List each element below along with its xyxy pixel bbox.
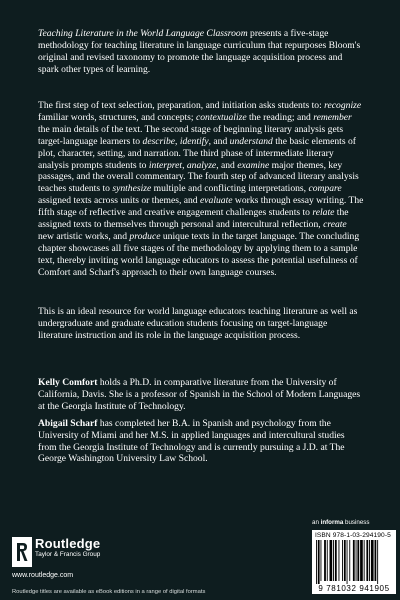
resource-paragraph <box>38 306 364 342</box>
emphasized-verb: produce <box>129 230 161 242</box>
methodology-text-run: , <box>175 135 180 147</box>
barcode-bar <box>316 540 317 584</box>
barcode <box>315 540 393 584</box>
author-bio-text: has completed her B.A. in Spanish and psychology from the University of Miami and her M.S. in applied languages and intercultural studies from the Georgia Institute of Technology and is currently pursuing a J.D. at The George Washington University Law School. <box>38 417 345 465</box>
author-bio-text: holds a Ph.D. in comparative literature from the University of California, Davis. She is a professor of Spanish in the School of Modern Languages at the Georgia Institute of Technology. <box>38 377 361 412</box>
informa-business-label: an informa business <box>312 519 370 526</box>
methodology-text-run: major themes, key passages, and the overall commentary. The fourth step of advanced literary analysis teaches students to <box>38 159 359 195</box>
methodology-text-run: the assigned texts to themselves through personal and intercultural reflection, <box>38 207 349 231</box>
methodology-paragraph <box>38 100 364 279</box>
methodology-text-run: new artistic works, and <box>38 230 130 242</box>
barcode-digits: 9 781032 941905 <box>318 584 390 593</box>
emphasized-verb: remember <box>313 111 352 123</box>
barcode-bar <box>327 540 328 581</box>
emphasized-verb: evaluate <box>200 195 233 207</box>
author-bios <box>38 377 364 470</box>
methodology-text-run: , and <box>208 135 230 147</box>
methodology-text <box>38 100 364 279</box>
emphasized-verb: identify <box>179 135 209 147</box>
intro-text: presents a five-stage methodology for teaching literature in language curriculum that repurposes Bloom's original and revised taxonomy to promote the language acquisition process and spark other types of learning. <box>38 28 361 75</box>
methodology-text-run: unique texts in the target language. The concluding chapter showcases all five stages of the methodology by applying them to a sample text, thereby inviting world language educators to assess the potential usefulness of Comfort and Scharf's approach to their own language courses. <box>38 230 360 278</box>
emphasized-verb: analyze <box>186 159 217 171</box>
methodology-text-run: works through essay writing. The fifth stage of reflective and creative engagement challenges students to <box>38 195 364 219</box>
emphasized-verb: describe <box>142 135 176 147</box>
publisher-group: Taylor & Francis Group <box>35 551 101 558</box>
emphasized-verb: create <box>323 219 347 231</box>
methodology-text-run: multiple and conflicting interpretations, <box>151 183 309 195</box>
publisher-logo <box>12 537 100 567</box>
barcode-bar <box>357 540 359 581</box>
barcode-bar <box>330 540 333 581</box>
barcode-bar <box>366 540 368 581</box>
barcode-bar <box>335 540 337 581</box>
barcode-bar <box>342 540 343 581</box>
resource-text: This is an ideal resource for world language educators teaching literature as well as undergraduate and graduate education students focusing on target-language literature instruction and its role in the language acquisition process. <box>38 306 358 341</box>
barcode-bar <box>353 540 355 581</box>
emphasized-verb: recognize <box>324 100 362 111</box>
emphasized-verb: contextualize <box>195 111 247 123</box>
author-bio <box>38 377 364 413</box>
author-name: Kelly Comfort <box>38 377 98 388</box>
publisher-url: www.routledge.com <box>12 572 74 579</box>
barcode-panel <box>312 530 396 594</box>
barcode-bar <box>333 540 334 581</box>
author-name: Abigail Scharf <box>38 417 98 429</box>
emphasized-verb: compare <box>308 183 342 195</box>
barcode-bar <box>375 540 377 581</box>
barcode-bar <box>347 540 348 584</box>
isbn-label: ISBN 978-1-03-294190-5 <box>315 532 391 539</box>
emphasized-verb: examine <box>237 159 270 171</box>
methodology-text-run: , and <box>216 159 238 171</box>
barcode-bar <box>344 540 346 581</box>
emphasized-verb: interpret <box>148 159 183 171</box>
barcode-bar <box>318 540 320 584</box>
book-title: Teaching Literature in the World Language Classroom <box>38 28 248 39</box>
barcode-bar <box>321 540 322 581</box>
ebook-note: Routledge titles are available as eBook editions in a range of digital formats <box>12 589 206 595</box>
methodology-text-run: The first step of text selection, preparation, and initiation asks students to: <box>38 100 325 111</box>
informa-brand: informa <box>320 519 344 526</box>
barcode-bar <box>324 540 326 581</box>
barcode-bar <box>364 540 365 581</box>
emphasized-verb: understand <box>229 135 273 147</box>
emphasized-verb: relate <box>312 207 335 219</box>
methodology-text-run: the reading; and <box>246 111 314 123</box>
routledge-r-icon <box>12 537 32 567</box>
methodology-text-run: assigned texts across units or themes, and <box>38 195 200 207</box>
barcode-bar <box>356 540 357 581</box>
methodology-text-run: , <box>182 159 187 171</box>
methodology-text-run: familiar words, structures, and concepts; <box>38 111 196 123</box>
barcode-bar <box>349 540 350 581</box>
barcode-bar <box>360 540 363 581</box>
barcode-bar <box>371 540 374 581</box>
author-bio <box>38 418 364 466</box>
barcode-bar <box>339 540 340 581</box>
intro-paragraph <box>38 28 364 76</box>
emphasized-verb: synthesize <box>112 183 152 195</box>
barcode-bar <box>369 540 370 581</box>
publisher-name: Routledge <box>35 536 101 551</box>
methodology-text-run: the main details of the text. The second stage of beginning literary analysis gets target-language learners to <box>38 123 344 147</box>
barcode-bar <box>377 540 378 584</box>
methodology-text-run: the basic elements of plot, character, setting, and narration. The third phase of intermediate literary analysis prompts students to <box>38 135 356 171</box>
